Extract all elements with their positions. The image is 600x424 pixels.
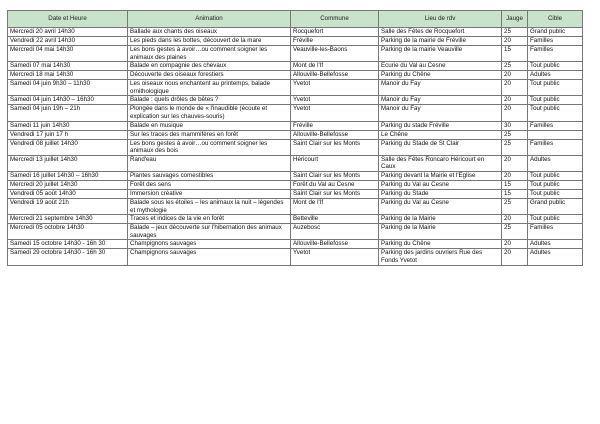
header-animation: Animation: [128, 11, 291, 28]
cell-lieu: Manoir du Fay: [379, 105, 502, 121]
cell-lieu: Parking du Stade de St Clair: [379, 139, 502, 155]
cell-jauge: 25: [502, 139, 528, 155]
cell-cible: Tout public: [528, 96, 583, 105]
cell-jauge: 20: [502, 171, 528, 180]
cell-animation: Balade en compagnie des chevaux: [128, 62, 291, 71]
header-date: Date et Heure: [8, 11, 128, 28]
cell-cible: Adultes: [528, 71, 583, 80]
cell-commune: Saint Clair sur les Monts: [291, 189, 379, 198]
cell-date: Mercredi 20 juillet 14h30: [8, 180, 128, 189]
cell-commune: Fréville: [291, 121, 379, 130]
cell-cible: Tout public: [528, 189, 583, 198]
cell-commune: Mont de l'If: [291, 198, 379, 214]
cell-animation: Balade : quels drôles de bêtes ?: [128, 96, 291, 105]
cell-commune: Auzebosc: [291, 224, 379, 240]
cell-cible: Grand public: [528, 28, 583, 37]
header-jauge: Jauge: [502, 11, 528, 28]
cell-commune: Saint Clair sur les Monts: [291, 139, 379, 155]
cell-lieu: Parking de la Mairie: [379, 224, 502, 240]
animation-schedule-table: [7, 10, 583, 266]
table-row: [8, 171, 583, 180]
cell-animation: Plantes sauvages comestibles: [128, 171, 291, 180]
cell-date: Samedi 04 juin 9h30 – 11h30: [8, 80, 128, 96]
header-lieu: Lieu de rdv: [379, 11, 502, 28]
cell-lieu: Parking du Chêne: [379, 71, 502, 80]
cell-date: Mercredi 04 mai 14h30: [8, 46, 128, 62]
cell-commune: Saint Clair sur les Monts: [291, 171, 379, 180]
cell-commune: Rocquefort: [291, 28, 379, 37]
cell-date: Vendredi 22 avril 14h30: [8, 37, 128, 46]
cell-cible: Tout public: [528, 171, 583, 180]
cell-lieu: Ecurie du Val au Cesne: [379, 62, 502, 71]
cell-animation: Les pieds dans les bottes, découvert de la mare: [128, 37, 291, 46]
cell-cible: Tout public: [528, 180, 583, 189]
cell-jauge: 30: [502, 121, 528, 130]
cell-lieu: Parking devant la Mairie et l'Eglise: [379, 171, 502, 180]
cell-animation: Balade sous les étoiles – les animaux la nuit – légendes et mythologie: [128, 198, 291, 214]
cell-date: Samedi 29 octobre 14h30 - 16h 30: [8, 249, 128, 265]
cell-cible: Tout public: [528, 105, 583, 121]
cell-date: Vendredi 08 juillet 14h30: [8, 139, 128, 155]
cell-animation: Les bons gestes à avoir…ou comment soigner les animaux des plaines: [128, 46, 291, 62]
cell-cible: Adultes: [528, 240, 583, 249]
cell-cible: Familles: [528, 46, 583, 62]
cell-date: Vendredi 17 juin 17 h: [8, 130, 128, 139]
cell-lieu: Parking du Chêne: [379, 240, 502, 249]
cell-animation: Forêt des sens: [128, 180, 291, 189]
cell-jauge: 20: [502, 71, 528, 80]
cell-commune: Forêt du Val au Cesne: [291, 180, 379, 189]
cell-lieu: Parking de la mairie Veauville: [379, 46, 502, 62]
cell-commune: Allouville-Bellefosse: [291, 130, 379, 139]
cell-animation: Champignons sauvages: [128, 249, 291, 265]
cell-lieu: Le Chêne: [379, 130, 502, 139]
cell-commune: Betteville: [291, 215, 379, 224]
table-row: [8, 215, 583, 224]
cell-lieu: Parking de la Mairie: [379, 215, 502, 224]
cell-commune: Veauville-les-Baons: [291, 46, 379, 62]
cell-cible: [528, 130, 583, 139]
cell-jauge: 25: [502, 224, 528, 240]
cell-lieu: Parking de la mairie de Fréville: [379, 37, 502, 46]
cell-cible: Adultes: [528, 249, 583, 265]
cell-date: Mercredi 21 septembre 14h30: [8, 215, 128, 224]
table-row: [8, 37, 583, 46]
cell-cible: Familles: [528, 37, 583, 46]
cell-commune: Yvetot: [291, 249, 379, 265]
table-row: [8, 62, 583, 71]
cell-cible: Familles: [528, 121, 583, 130]
cell-commune: Mont de l'If: [291, 62, 379, 71]
cell-animation: Balade – jeux découverte sur l'hibernation des animaux sauvages: [128, 224, 291, 240]
cell-date: Samedi 16 juillet 14h30 – 16h30: [8, 171, 128, 180]
table-row: [8, 155, 583, 171]
table-row: [8, 224, 583, 240]
cell-lieu: Parking des jardins ouvriers Rue des Fonds Yvetot: [379, 249, 502, 265]
cell-animation: Traces et indices de la vie en forêt: [128, 215, 291, 224]
header-cible: Cible: [528, 11, 583, 28]
cell-cible: Tout public: [528, 215, 583, 224]
cell-lieu: Salle des Fêtes de Rocquefort: [379, 28, 502, 37]
cell-cible: Familles: [528, 139, 583, 155]
cell-jauge: 15: [502, 189, 528, 198]
cell-jauge: 20: [502, 37, 528, 46]
cell-jauge: 15: [502, 180, 528, 189]
cell-lieu: Parking du Val au Cesne: [379, 180, 502, 189]
table-row: [8, 249, 583, 265]
cell-lieu: Manoir du Fay: [379, 96, 502, 105]
cell-animation: Rand'eau: [128, 155, 291, 171]
cell-date: Vendredi 19 août 21h: [8, 198, 128, 214]
cell-jauge: 25: [502, 130, 528, 139]
cell-date: Samedi 07 mai 14h30: [8, 62, 128, 71]
cell-cible: Tout public: [528, 62, 583, 71]
cell-commune: Héricourt: [291, 155, 379, 171]
cell-date: Vendredi 05 août 14h30: [8, 189, 128, 198]
cell-animation: Immersion créative: [128, 189, 291, 198]
cell-lieu: Parking du Stade: [379, 189, 502, 198]
cell-animation: Ballade aux chants des oiseaux: [128, 28, 291, 37]
cell-jauge: 20: [502, 215, 528, 224]
cell-lieu: Manoir du Fay: [379, 80, 502, 96]
cell-jauge: 20: [502, 96, 528, 105]
table-row: [8, 240, 583, 249]
table-row: [8, 198, 583, 214]
cell-commune: Yvetot: [291, 105, 379, 121]
cell-date: Mercredi 05 octobre 14h30: [8, 224, 128, 240]
cell-animation: Les oiseaux nous enchantent au printemps, balade ornithologique: [128, 80, 291, 96]
cell-lieu: Parking du Val au Cesne: [379, 198, 502, 214]
table-row: [8, 71, 583, 80]
cell-date: Samedi 04 juin 14h30 – 16h30: [8, 96, 128, 105]
cell-lieu: Parking du stade Fréville: [379, 121, 502, 130]
table-header-row: [8, 11, 583, 28]
cell-cible: Tout public: [528, 80, 583, 96]
table-row: [8, 96, 583, 105]
cell-animation: Plongée dans le monde de « l'inaudible (écoute et explication sur les chauves-souris): [128, 105, 291, 121]
cell-date: Mercredi 18 mai 14h30: [8, 71, 128, 80]
cell-commune: Allouville-Bellefosse: [291, 240, 379, 249]
table-row: [8, 80, 583, 96]
cell-animation: Balade en musique: [128, 121, 291, 130]
cell-jauge: 25: [502, 198, 528, 214]
cell-date: Mercredi 13 juillet 14h30: [8, 155, 128, 171]
cell-date: Mercredi 20 avril 14h30: [8, 28, 128, 37]
cell-cible: Familles: [528, 224, 583, 240]
table-row: [8, 139, 583, 155]
cell-animation: Champignons sauvages: [128, 240, 291, 249]
cell-commune: Yvetot: [291, 96, 379, 105]
cell-date: Samedi 11 juin 14h30: [8, 121, 128, 130]
cell-jauge: 25: [502, 28, 528, 37]
table-row: [8, 180, 583, 189]
table-row: [8, 105, 583, 121]
cell-commune: Yvetot: [291, 80, 379, 96]
cell-jauge: 25: [502, 62, 528, 71]
header-commune: Commune: [291, 11, 379, 28]
cell-commune: Fréville: [291, 37, 379, 46]
cell-cible: Adultes: [528, 155, 583, 171]
cell-animation: Les bons gestes à avoir…ou comment soigner les animaux des bois: [128, 139, 291, 155]
cell-date: Samedi 15 octobre 14h30 - 16h 30: [8, 240, 128, 249]
cell-lieu: Salle des Fêtes Roncaro Héricourt en Caux: [379, 155, 502, 171]
cell-jauge: 20: [502, 155, 528, 171]
cell-jauge: 20: [502, 105, 528, 121]
cell-cible: Grand public: [528, 198, 583, 214]
cell-jauge: 15: [502, 46, 528, 62]
cell-animation: Découverte des oiseaux forestiers: [128, 71, 291, 80]
table-row: [8, 121, 583, 130]
cell-animation: Sur les traces des mammifères en forêt: [128, 130, 291, 139]
table-row: [8, 189, 583, 198]
table-row: [8, 28, 583, 37]
table-row: [8, 46, 583, 62]
cell-date: Samedi 04 juin 19h – 21h: [8, 105, 128, 121]
table-body: [8, 28, 583, 266]
cell-jauge: 20: [502, 80, 528, 96]
cell-jauge: 20: [502, 240, 528, 249]
table-row: [8, 130, 583, 139]
cell-commune: Allouville-Bellefosse: [291, 71, 379, 80]
cell-jauge: 20: [502, 249, 528, 265]
